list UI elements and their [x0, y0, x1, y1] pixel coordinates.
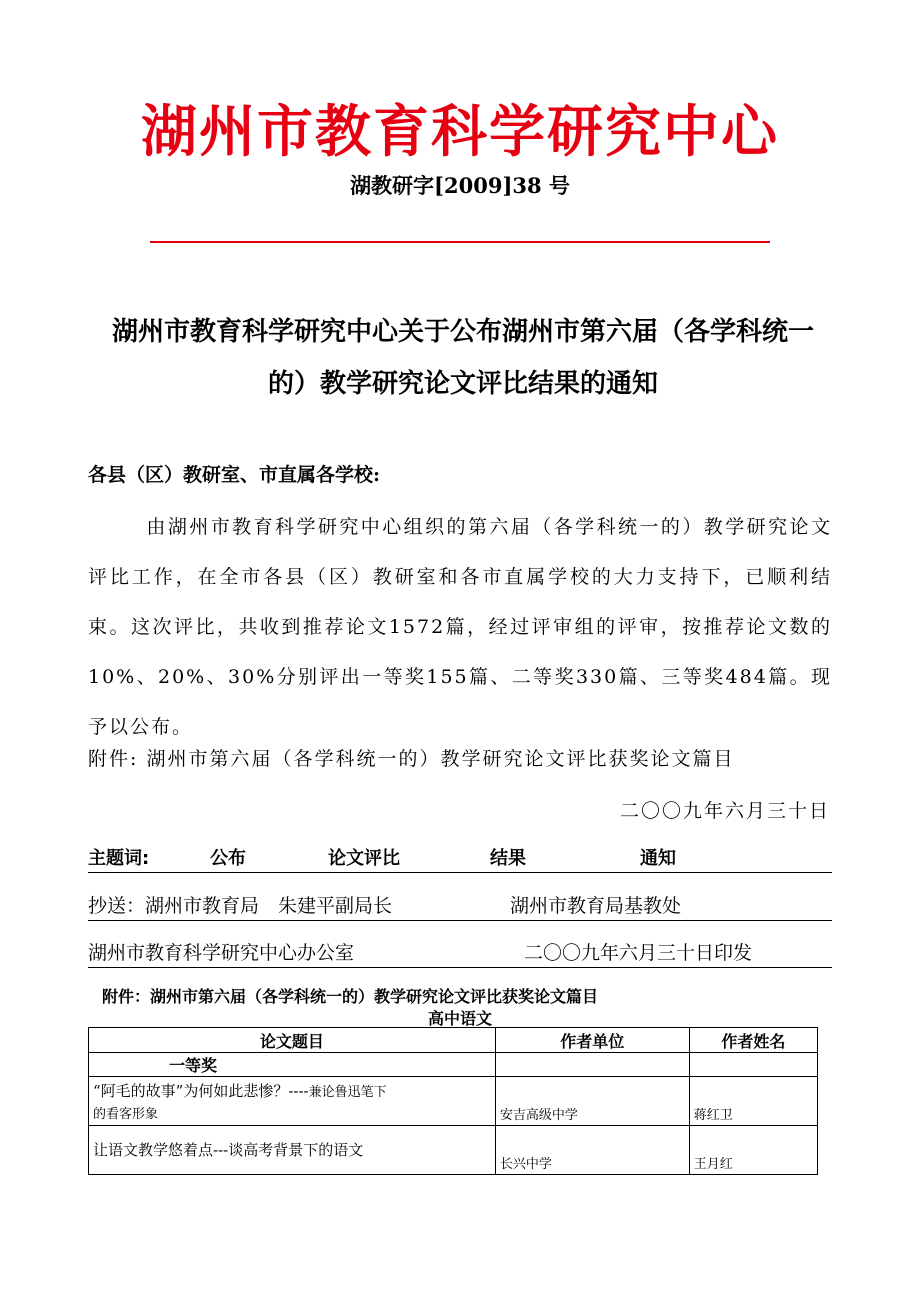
author-name: 王月红: [689, 1126, 817, 1175]
subject-heading: 高中语文: [427, 1009, 492, 1028]
office-row: [88, 937, 832, 968]
keyword: 通知: [640, 848, 676, 869]
author-unit: 安吉高级中学: [495, 1077, 689, 1126]
header-author: 作者姓名: [689, 1028, 817, 1053]
issue-date: 二〇〇九年六月三十日: [619, 800, 830, 822]
header-org-name: 湖州市教育科学研究中心: [141, 99, 779, 165]
cc-row: [88, 890, 832, 921]
header-red-rule: [150, 241, 770, 243]
author-name: 蒋红卫: [689, 1077, 817, 1126]
notice-body-text: 由湖州市教育科学研究中心组织的第六届（各学科统一的）教学研究论文评比工作，在全市各县（区）教研室和各市直属学校的大力支持下，已顺利结束。这次评比，共收到推荐论文1572篇，经过评审组的评审，按推荐论文数的10%、20%、30%分别评出一等奖155篇、二等奖330篇、三等奖484篇。现予以公布。: [88, 516, 832, 738]
notice-title-line-1: 湖州市教育科学研究中心关于公布湖州市第六届（各学科统一: [111, 317, 814, 347]
attachment-heading: 附件：湖州市第六届（各学科统一的）教学研究论文评比获奖论文篇目: [102, 987, 599, 1006]
keywords-row: [88, 842, 832, 873]
keyword: 论文评比: [328, 848, 400, 869]
cc-label: 抄送：湖州市教育局 朱建平副局长: [88, 895, 393, 917]
paper-title-main: “阿毛的故事”为何如此悲惨？----: [93, 1082, 309, 1100]
empty-cell: [689, 1053, 817, 1077]
paper-title-sub: 兼论鲁迅笔下: [308, 1085, 387, 1100]
header-unit: 作者单位: [495, 1028, 689, 1053]
print-date: 二〇〇九年六月三十日印发: [524, 942, 753, 964]
addressee: 各县（区）教研室、市直属各学校:: [88, 464, 381, 486]
cc-second: 湖州市教育局基教处: [510, 895, 682, 917]
prize-row: [89, 1053, 818, 1077]
notice-title: [88, 306, 838, 410]
keyword: 公布: [210, 848, 246, 869]
keywords-label: 主题词:: [88, 848, 150, 869]
paper-title-line2: 的看客形象: [93, 1107, 159, 1122]
awards-table: [88, 1027, 818, 1175]
author-unit: 长兴中学: [495, 1126, 689, 1175]
doc-number: 湖教研字[2009]38 号: [350, 173, 570, 198]
table-header-row: [89, 1028, 818, 1053]
empty-cell: [495, 1053, 689, 1077]
paper-title: [89, 1077, 496, 1126]
notice-title-line-2: 的）教学研究论文评比结果的通知: [267, 369, 658, 399]
header-title: 论文题目: [89, 1028, 496, 1053]
keyword: 结果: [490, 848, 526, 869]
prize-label: 一等奖: [89, 1053, 496, 1077]
table-row: [89, 1077, 818, 1126]
notice-body: [88, 502, 832, 752]
table-row: [89, 1126, 818, 1175]
paper-title: 让语文教学悠着点---谈高考背景下的语文: [89, 1126, 496, 1175]
issuing-office: 湖州市教育科学研究中心办公室: [88, 942, 355, 964]
attachment-line: 附件: 湖州市第六届（各学科统一的）教学研究论文评比获奖论文篇目: [88, 748, 735, 770]
